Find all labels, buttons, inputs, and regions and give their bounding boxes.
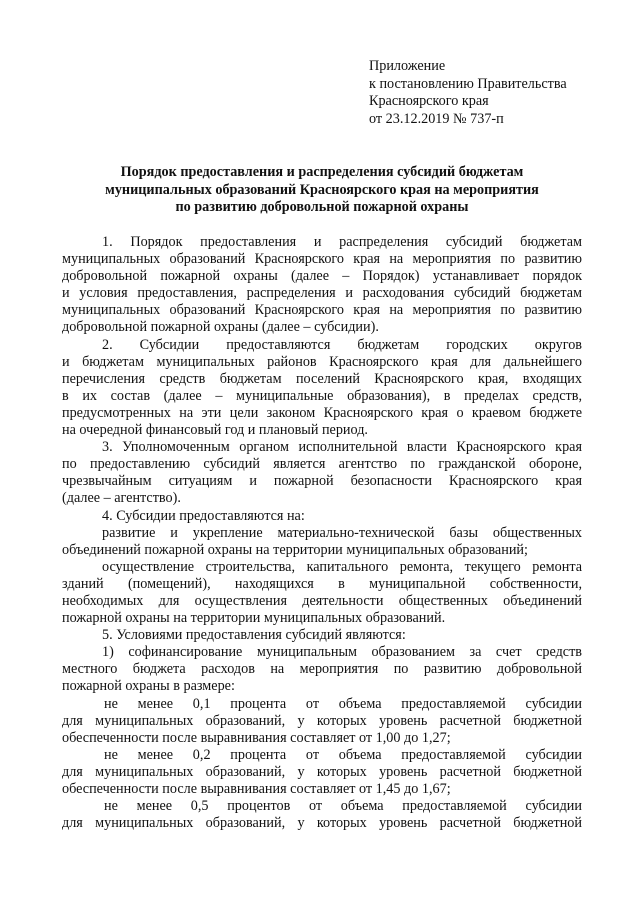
body-line: предусмотренных на эти цели законом Красноярского края о краевом бюджете	[62, 404, 582, 421]
title-line: Порядок предоставления и распределения субсидий бюджетам	[120, 164, 524, 180]
body-line: развитие и укрепление материально-технической базы общественных	[102, 524, 582, 541]
body-line: для муниципальных образований, у которых уровень расчетной бюджетной	[62, 712, 582, 729]
body-line: и бюджетам муниципальных районов Красноярского края для дальнейшего	[62, 353, 582, 370]
appendix-line: Красноярского края	[369, 93, 489, 110]
body-line: по предоставлению субсидий является агентство по гражданской обороне,	[62, 456, 582, 473]
body-line: обеспеченности после выравнивания составляет от 1,00 до 1,27;	[62, 729, 451, 746]
appendix-header	[369, 58, 619, 128]
body-line: осуществление строительства, капитального ремонта, текущего ремонта	[102, 558, 582, 575]
body-line: объединений пожарной охраны на территории муниципальных образований;	[62, 541, 528, 558]
body-line: 1. Порядок предоставления и распределения субсидий бюджетам	[102, 234, 582, 250]
body-line: 1) софинансирование муниципальным образованием за счет средств	[102, 644, 582, 661]
body-line: для муниципальных образований, у которых уровень расчетной бюджетной	[62, 815, 582, 832]
appendix-line: к постановлению Правительства	[369, 75, 567, 92]
body-line: зданий (помещений), находящихся в муниципальной собственности,	[62, 575, 582, 592]
body-line: обеспеченности после выравнивания составляет от 1,45 до 1,67;	[62, 781, 451, 797]
body-line: перечисления средств бюджетам поселений Красноярского края, входящих	[62, 370, 582, 387]
body-line: и условия предоставления, распределения и расходования субсидий бюджетам	[62, 285, 582, 302]
body-line: не менее 0,2 процента от объема предоставляемой субсидии	[104, 746, 582, 763]
body-line: в их состав (далее – муниципальные образования), в пределах средств,	[62, 387, 582, 404]
title-line: по развитию добровольной пожарной охраны	[175, 199, 469, 216]
body-line: для муниципальных образований, у которых уровень расчетной бюджетной	[62, 763, 582, 780]
body-line: 5. Условиями предоставления субсидий являются:	[102, 627, 406, 644]
document-title	[60, 164, 584, 217]
body-line: пожарной охраны на территории муниципальных образований.	[62, 610, 446, 627]
body-line: местного бюджета расходов на мероприятия по развитию добровольной	[62, 661, 582, 678]
body-line: 2. Субсидии предоставляются бюджетам городских округов	[102, 336, 582, 353]
body-line: муниципальных образований Красноярского края на мероприятия по развитию	[62, 302, 582, 319]
title-line: муниципальных образований Красноярского края на мероприятия	[105, 181, 539, 198]
body-line: 4. Субсидии предоставляются на:	[102, 507, 305, 524]
body-line: не менее 0,5 процентов от объема предоставляемой субсидии	[104, 798, 582, 815]
document-body	[62, 234, 582, 832]
body-line: 3. Уполномоченным органом исполнительной власти Красноярского края	[102, 439, 582, 456]
body-line: необходимых для осуществления деятельности общественных объединений	[62, 592, 582, 609]
body-line: (далее – агентство).	[62, 490, 181, 507]
body-line: не менее 0,1 процента от объема предоставляемой субсидии	[104, 695, 582, 712]
body-line: добровольной пожарной охраны (далее – Порядок) устанавливает порядок	[62, 268, 582, 285]
appendix-date-line: от 23.12.2019 № 737-п	[369, 110, 504, 127]
body-line: на очередной финансовый год и плановый период.	[62, 422, 368, 439]
body-line: пожарной охраны в размере:	[62, 678, 235, 695]
appendix-line: Приложение	[369, 58, 446, 74]
body-line: муниципальных образований Красноярского края на мероприятия по развитию	[62, 251, 582, 268]
body-line: чрезвычайным ситуациям и пожарной безопасности Красноярского края	[62, 473, 582, 490]
body-line: добровольной пожарной охраны (далее – субсидии).	[62, 319, 379, 336]
